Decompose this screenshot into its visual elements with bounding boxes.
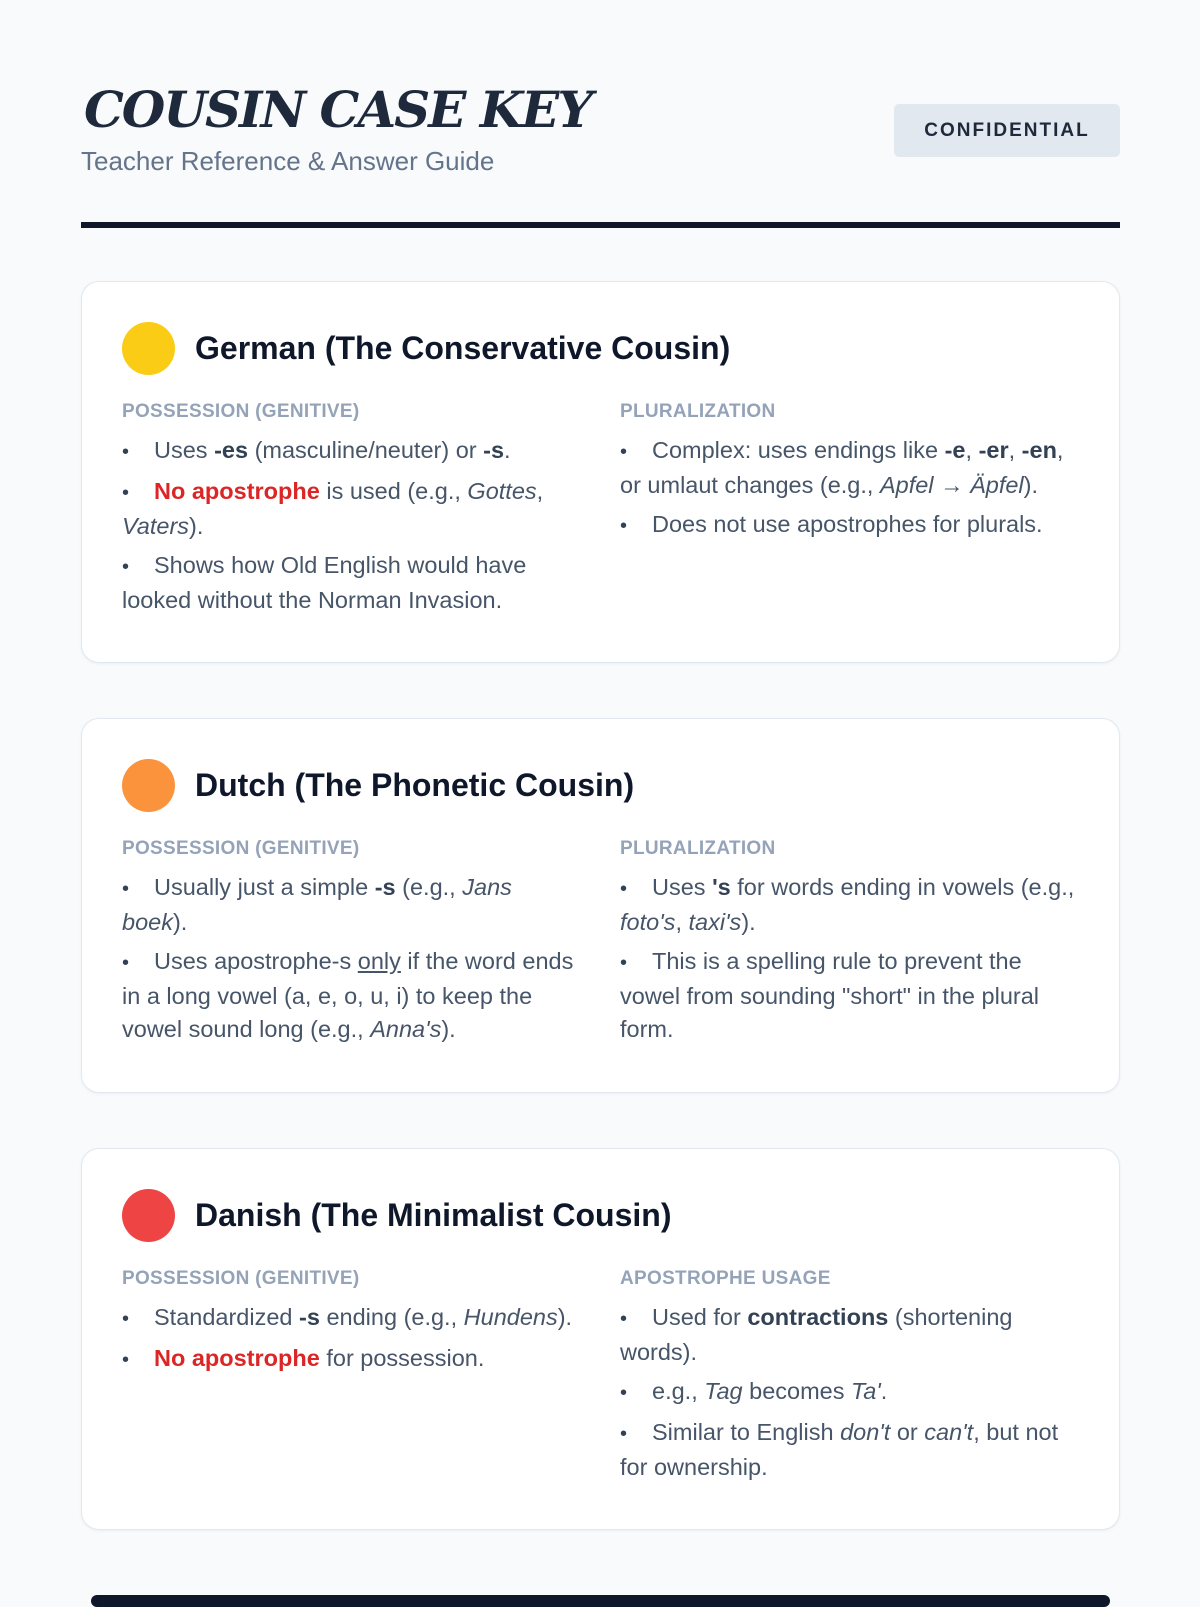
list-item: • Shows how Old English would have looked without the Norman Invasion. xyxy=(122,552,527,613)
danish-possession-list xyxy=(122,1301,577,1377)
danish-possession-label: POSSESSION (GENITIVE) xyxy=(122,1268,360,1289)
german-card-header xyxy=(122,322,730,375)
german-plural-label: PLURALIZATION xyxy=(620,401,776,422)
dutch-plural-list xyxy=(620,871,1075,1046)
german-color-dot xyxy=(122,322,175,375)
dutch-card xyxy=(81,718,1120,1093)
list-item: • Usually just a simple -s (e.g., Jans boek). xyxy=(122,874,512,935)
danish-apostrophe-label: APOSTROPHE USAGE xyxy=(620,1268,831,1289)
list-item: • Standardized -s ending (e.g., Hundens). xyxy=(122,1304,573,1330)
dutch-color-dot xyxy=(122,759,175,812)
list-item: • No apostrophe is used (e.g., Gottes, Vaters). xyxy=(122,478,544,539)
list-item: • e.g., Tag becomes Ta'. xyxy=(620,1378,888,1404)
danish-possession-column xyxy=(122,1267,577,1383)
dutch-possession-label: POSSESSION (GENITIVE) xyxy=(122,838,360,859)
dutch-card-header xyxy=(122,759,634,812)
warning-text: No apostrophe xyxy=(154,478,320,504)
dutch-possession-list xyxy=(122,871,577,1046)
danish-card-header xyxy=(122,1189,671,1242)
danish-apostrophe-column xyxy=(620,1267,1075,1490)
danish-apostrophe-list xyxy=(620,1301,1075,1484)
list-item: • Uses apostrophe-s only if the word ends in a long vowel (a, e, o, u, i) to keep the vowel sound long (e.g., Anna's). xyxy=(122,948,574,1042)
list-item: • Does not use apostrophes for plurals. xyxy=(620,511,1043,537)
danish-card xyxy=(81,1148,1120,1530)
page-title: COUSIN CASE KEY xyxy=(84,80,592,139)
warning-text: No apostrophe xyxy=(154,1345,320,1371)
german-possession-column xyxy=(122,400,577,623)
german-plural-column xyxy=(620,400,1075,549)
dutch-plural-column xyxy=(620,837,1075,1052)
german-possession-label: POSSESSION (GENITIVE) xyxy=(122,401,360,422)
list-item: • Uses -es (masculine/neuter) or -s. xyxy=(122,437,511,463)
list-item: • This is a spelling rule to prevent the vowel from sounding "short" in the plural form. xyxy=(620,948,1040,1042)
confidential-badge: CONFIDENTIAL xyxy=(894,104,1120,157)
page-subtitle: Teacher Reference & Answer Guide xyxy=(81,146,495,176)
list-item: • Used for contractions (shortening words). xyxy=(620,1304,1013,1365)
list-item: • No apostrophe for possession. xyxy=(122,1345,485,1371)
list-item: • Similar to English don't or can't, but not for ownership. xyxy=(620,1419,1059,1480)
dutch-possession-column xyxy=(122,837,577,1052)
page-header xyxy=(81,0,1120,228)
dutch-card-title: Dutch (The Phonetic Cousin) xyxy=(195,767,635,803)
german-card-title: German (The Conservative Cousin) xyxy=(195,330,731,366)
german-card xyxy=(81,281,1120,663)
dutch-plural-label: PLURALIZATION xyxy=(620,838,776,859)
list-item: • Complex: uses endings like -e, -er, -en, or umlaut changes (e.g., Apfel → Äpfel). xyxy=(620,437,1064,498)
danish-color-dot xyxy=(122,1189,175,1242)
german-plural-list xyxy=(620,434,1075,543)
next-section-edge xyxy=(91,1595,1110,1607)
german-possession-list xyxy=(122,434,577,617)
list-item: • Uses 's for words ending in vowels (e.g., foto's, taxi's). xyxy=(620,874,1075,935)
danish-card-title: Danish (The Minimalist Cousin) xyxy=(195,1197,672,1233)
